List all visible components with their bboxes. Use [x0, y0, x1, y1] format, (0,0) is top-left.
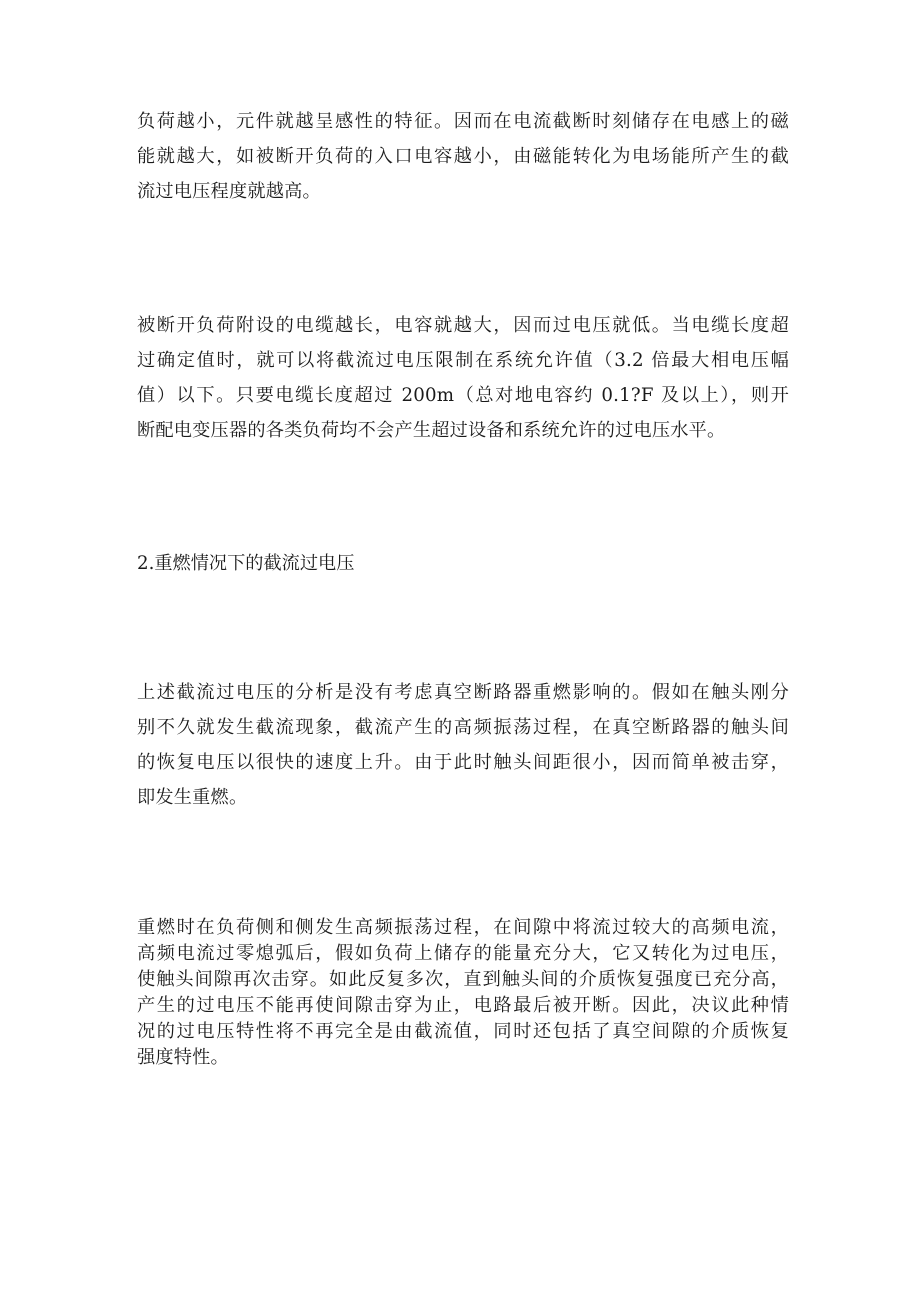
text-line: 强度特性。: [137, 1047, 229, 1068]
text-line: 被断开负荷附设的电缆越长，电容就越大，因而过电压就低。当电缆长度超: [137, 315, 789, 336]
text-line: 产生的过电压不能再使间隙击穿为止，电路最后被开断。因此，决议此种情: [137, 995, 789, 1016]
text-line: 流过电压程度就越高。: [137, 181, 321, 202]
paragraph-reignition-analysis: [137, 675, 789, 815]
paragraph-high-frequency-oscillation: [137, 915, 789, 1071]
text-line: 别不久就发生截流现象，截流产生的高频振荡过程，在真空断路器的触头间: [137, 717, 789, 738]
text-line: 即发生重燃。: [137, 787, 248, 808]
text-line: 重燃时在负荷侧和侧发生高频振荡过程，在间隙中将流过较大的高频电流，: [137, 917, 789, 938]
text-line: 值）以下。只要电缆长度超过 200m（总对地电容约 0.1?F 及以上），则开: [137, 385, 789, 406]
text-line: 使触头间隙再次击穿。如此反复多次，直到触头间的介质恢复强度已充分高，: [137, 969, 789, 990]
text-line: 负荷越小，元件就越呈感性的特征。因而在电流截断时刻储存在电感上的磁: [137, 111, 789, 132]
text-line: 过确定值时，就可以将截流过电压限制在系统允许值（3.2 倍最大相电压幅: [137, 350, 789, 371]
paragraph-load-inductance: [137, 104, 789, 209]
text-line: 能就越大，如被断开负荷的入口电容越小，由磁能转化为电场能所产生的截: [137, 146, 789, 167]
text-line: 况的过电压特性将不再完全是由截流值，同时还包括了真空间隙的介质恢复: [137, 1021, 789, 1042]
section-heading: 2.重燃情况下的截流过电压: [137, 553, 355, 574]
paragraph-cable-length: [137, 308, 789, 448]
text-line: 断配电变压器的各类负荷均不会产生超过设备和系统允许的过电压水平。: [137, 420, 726, 441]
text-line: 高频电流过零熄弧后，假如负荷上储存的能量充分大，它又转化为过电压，: [137, 943, 789, 964]
text-line: 的恢复电压以很快的速度上升。由于此时触头间距很小，因而简单被击穿，: [137, 752, 789, 773]
text-line: 上述截流过电压的分析是没有考虑真空断路器重燃影响的。假如在触头刚分: [137, 682, 789, 703]
